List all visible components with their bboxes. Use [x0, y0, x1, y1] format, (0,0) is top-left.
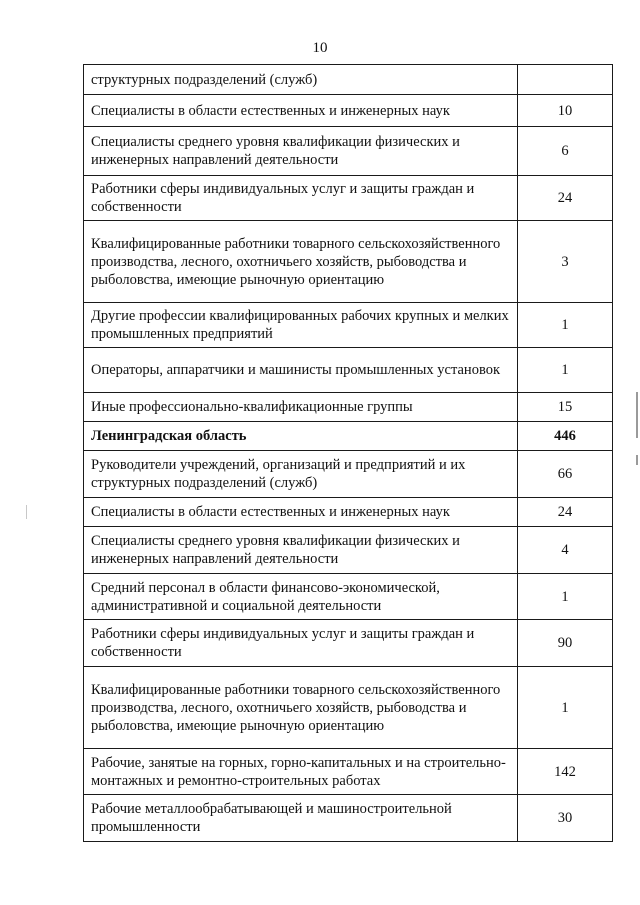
row-label: Иные профессионально-квалификационные группы — [84, 393, 518, 422]
row-label: структурных подразделений (служб) — [84, 65, 518, 95]
row-value: 4 — [518, 527, 613, 574]
row-value: 90 — [518, 620, 613, 667]
scan-mark — [636, 455, 638, 465]
row-value: 6 — [518, 127, 613, 176]
row-label: Квалифицированные работники товарного сельскохозяйственного производства, лесного, охотничьего хозяйств, рыбоводства и рыболовства, имеющие рыночную ориентацию — [84, 221, 518, 303]
row-value: 1 — [518, 303, 613, 348]
row-label: Другие профессии квалифицированных рабочих крупных и мелких промышленных предприятий — [84, 303, 518, 348]
table-row — [84, 176, 613, 221]
row-label: Руководители учреждений, организаций и предприятий и их структурных подразделений (служб) — [84, 451, 518, 498]
row-label: Специалисты в области естественных и инженерных наук — [84, 498, 518, 527]
table-row — [84, 527, 613, 574]
row-label: Специалисты среднего уровня квалификации физических и инженерных направлений деятельности — [84, 527, 518, 574]
table-row — [84, 422, 613, 451]
row-label: Средний персонал в области финансово-экономической, административной и социальной деятельности — [84, 574, 518, 620]
row-value: 24 — [518, 498, 613, 527]
row-value: 142 — [518, 749, 613, 795]
row-label: Квалифицированные работники товарного сельскохозяйственного производства, лесного, охотничьего хозяйств, рыбоводства и рыболовства, имеющие рыночную ориентацию — [84, 667, 518, 749]
table-row — [84, 127, 613, 176]
row-value: 15 — [518, 393, 613, 422]
row-label: Работники сферы индивидуальных услуг и защиты граждан и собственности — [84, 176, 518, 221]
table-row — [84, 221, 613, 303]
page-number: 10 — [312, 40, 328, 56]
row-value: 10 — [518, 95, 613, 127]
row-value: 66 — [518, 451, 613, 498]
row-value: 1 — [518, 348, 613, 393]
table-row — [84, 498, 613, 527]
row-value: 1 — [518, 574, 613, 620]
table-row — [84, 574, 613, 620]
table-row — [84, 348, 613, 393]
scan-mark — [636, 392, 638, 438]
table-row — [84, 303, 613, 348]
table-row — [84, 620, 613, 667]
row-value: 30 — [518, 795, 613, 842]
occupation-table — [83, 64, 613, 842]
table-row — [84, 95, 613, 127]
row-value — [518, 65, 613, 95]
row-label: Рабочие, занятые на горных, горно-капитальных и на строительно-монтажных и ремонтно-строительных работах — [84, 749, 518, 795]
row-value: 3 — [518, 221, 613, 303]
table-row — [84, 393, 613, 422]
row-label: Специалисты в области естественных и инженерных наук — [84, 95, 518, 127]
row-value: 1 — [518, 667, 613, 749]
row-label: Специалисты среднего уровня квалификации физических и инженерных направлений деятельности — [84, 127, 518, 176]
table-row — [84, 795, 613, 842]
table-row — [84, 749, 613, 795]
table-row — [84, 65, 613, 95]
row-value: 446 — [518, 422, 613, 451]
row-label: Работники сферы индивидуальных услуг и защиты граждан и собственности — [84, 620, 518, 667]
table-body — [84, 65, 613, 842]
row-label: Ленинградская область — [84, 422, 518, 451]
scan-mark — [26, 505, 27, 519]
row-label: Рабочие металлообрабатывающей и машиностроительной промышленности — [84, 795, 518, 842]
row-label: Операторы, аппаратчики и машинисты промышленных установок — [84, 348, 518, 393]
row-value: 24 — [518, 176, 613, 221]
table-row — [84, 451, 613, 498]
table-row — [84, 667, 613, 749]
